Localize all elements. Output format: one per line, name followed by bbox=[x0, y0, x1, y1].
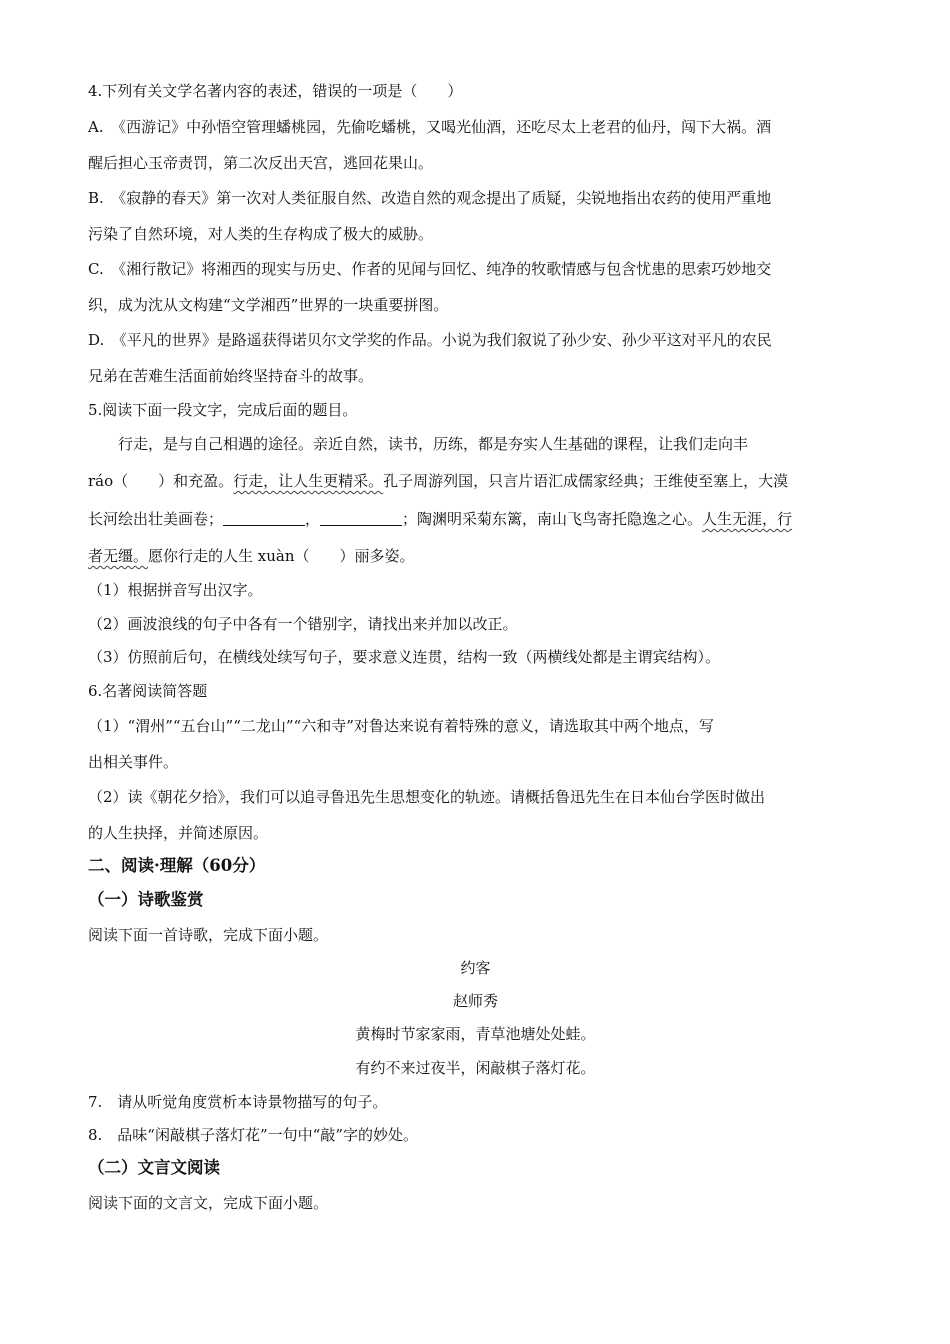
q4-option-c: C. 《湘行散记》将湘西的现实与历史、作者的见闻与回忆、纯净的牧歌情感与包含忧患的思索巧妙地交 bbox=[88, 260, 772, 278]
q5-pinyin-xuan: 愿你行走的人生 xuàn（ ）丽多姿。 bbox=[148, 547, 415, 565]
q5-passage-line1: 行走，是与自己相遇的途径。亲近自然，读书，历练，都是夯实人生基础的课程，让我们走向丰 bbox=[118, 435, 749, 453]
q5-pinyin-rao: ráo（ ）和充盈。 bbox=[88, 472, 234, 490]
q5-blank-1[interactable] bbox=[223, 510, 305, 526]
classical-chinese-intro: 阅读下面的文言文，完成下面小题。 bbox=[88, 1194, 329, 1212]
q4-option-b-cont: 污染了自然环境，对人类的生存构成了极大的威胁。 bbox=[88, 225, 434, 243]
poem-line-2: 有约不来过夜半，闲敲棋子落灯花。 bbox=[355, 1059, 596, 1077]
q4-option-c-cont: 织，成为沈从文构建“文学湘西”世界的一块重要拼图。 bbox=[88, 296, 449, 314]
q4-option-d: D. 《平凡的世界》是路遥获得诺贝尔文学奖的作品。小说为我们叙说了孙少安、孙少平这对平凡的农民 bbox=[88, 331, 772, 349]
q6-sub-1: （1）“渭州”“五台山”“二龙山”“六和寺”对鲁达来说有着特殊的意义，请选取其中两个地点，写 bbox=[88, 717, 714, 735]
q5-passage-line3: 长河绘出壮美画卷； ， ；陶渊明采菊东篱，南山飞鸟寄托隐逸之心。人生无涯，行 bbox=[88, 510, 793, 528]
q4-stem: 4.下列有关文学名著内容的表述，错误的一项是（ ） bbox=[88, 82, 463, 100]
q5-sub-2: （2）画波浪线的句子中各有一个错别字，请找出来并加以改正。 bbox=[88, 615, 518, 633]
q5-blank-2[interactable] bbox=[320, 510, 402, 526]
q5-stem: 5.阅读下面一段文字，完成后面的题目。 bbox=[88, 401, 358, 419]
poetry-subheading: （一）诗歌鉴赏 bbox=[88, 890, 204, 909]
q6-stem: 6.名著阅读简答题 bbox=[88, 682, 208, 700]
q4-option-d-cont: 兄弟在苦难生活面前始终坚持奋斗的故事。 bbox=[88, 367, 374, 385]
q5-wavy-sentence-1: 行走，让人生更精采。 bbox=[233, 472, 384, 490]
q4-option-a-cont: 醒后担心玉帝责罚，第二次反出天宫，逃回花果山。 bbox=[88, 154, 434, 172]
classical-chinese-subheading: （二）文言文阅读 bbox=[88, 1158, 220, 1177]
poem-title: 约客 bbox=[460, 959, 491, 977]
q5-passage-text: 孔子周游列国，只言片语汇成儒家经典；王维使至塞上，大漠 bbox=[383, 472, 789, 490]
poem-line-1: 黄梅时节家家雨，青草池塘处处蛙。 bbox=[355, 1025, 596, 1043]
q7: 7. 请从听觉角度赏析本诗景物描写的句子。 bbox=[88, 1093, 388, 1111]
q5-passage-line4 bbox=[88, 546, 863, 566]
q5-sub-1: （1）根据拼音写出汉字。 bbox=[88, 581, 263, 599]
q6-sub-2: （2）读《朝花夕拾》，我们可以追寻鲁迅先生思想变化的轨迹。请概括鲁迅先生在日本仙台学医时做出 bbox=[88, 788, 766, 806]
q8: 8. 品味“闲敲棋子落灯花”一句中“敲”字的妙处。 bbox=[88, 1126, 418, 1144]
q5-passage-line2 bbox=[88, 471, 863, 491]
q5-sub-3: （3）仿照前后句，在横线处续写句子，要求意义连贯，结构一致（两横线处都是主谓宾结构）。 bbox=[88, 648, 721, 666]
q4-option-b: B. 《寂静的春天》第一次对人类征服自然、改造自然的观念提出了质疑，尖锐地指出农药的使用严重地 bbox=[88, 189, 772, 207]
q4-option-a: A. 《西游记》中孙悟空管理蟠桃园，先偷吃蟠桃，又喝光仙酒，还吃尽太上老君的仙丹，闯下大祸。酒 bbox=[88, 118, 772, 136]
q5-wavy-sentence-2-cont: 者无缰。 bbox=[88, 547, 149, 565]
poetry-intro: 阅读下面一首诗歌，完成下面小题。 bbox=[88, 926, 329, 944]
section-2-heading: 二、阅读·理解（60分） bbox=[88, 856, 266, 875]
poem-author: 赵师秀 bbox=[452, 992, 498, 1010]
q6-sub-1-cont: 出相关事件。 bbox=[88, 753, 179, 771]
q6-sub-2-cont: 的人生抉择，并简述原因。 bbox=[88, 824, 269, 842]
q5-wavy-sentence-2: 人生无涯，行 bbox=[702, 510, 793, 528]
